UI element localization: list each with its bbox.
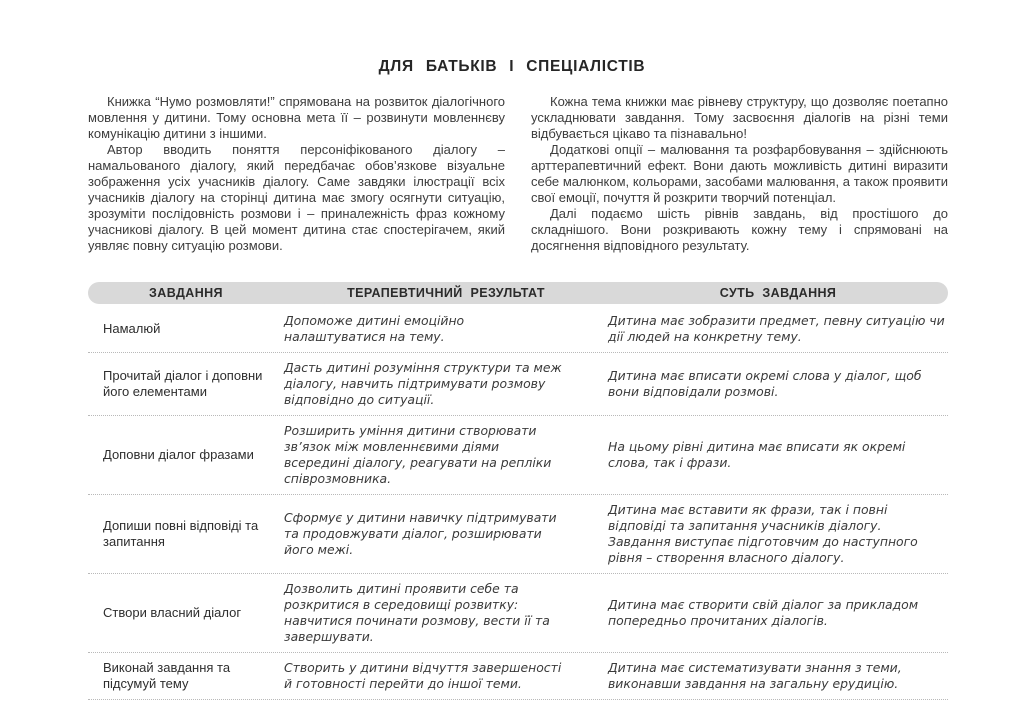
- task-cell: Допиши повні відповіді та запитання: [103, 518, 259, 549]
- task-essence-cell: На цьому рівні дитина має вписати як окремі слова, так і фрази.: [608, 439, 906, 470]
- task-cell: Доповни діалог фразами: [103, 447, 254, 462]
- table-row: [88, 653, 948, 700]
- intro-paragraph: Кожна тема книжки має рівневу структуру, що дозволяє поетапно ускладнювати завдання. Тому засвоєння діалогів на різні теми відбувається цікаво та пізнавально!: [531, 94, 948, 141]
- therapeutic-result-cell: Сформує у дитини навичку підтримувати та продовжувати діалог, розширювати його межі.: [284, 510, 557, 557]
- intro-paragraph: Автор вводить поняття персоніфікованого діалогу – намальованого діалогу, який передбачає обов’язкове візуальне зображення усіх учасників діалогу. Саме завдяки ілюстрації всіх учасників діалогу на сторінці дитина має змогу осягнути ситуацію, зрозуміти послідовність розмови і – приналежність фраз кожному учасникові діалогу. В цей момент дитина стає спостерігачем, який уявляє повну ситуацію розмови.: [88, 142, 505, 253]
- task-cell: Прочитай діалог і доповни його елементами: [103, 368, 263, 399]
- task-essence-cell: Дитина має вставити як фрази, так і повні відповіді та запитання учасників діалогу. Завдання виступає підготовчим до наступного рівня – створення власного діалогу.: [608, 502, 918, 565]
- page-content: [88, 94, 948, 700]
- therapeutic-result-cell: Розширить уміння дитини створювати зв’язок між мовленнєвими діями всередині діалогу, реагувати на репліки співрозмовника.: [284, 423, 552, 486]
- table-row: [88, 495, 948, 574]
- table-row: [88, 353, 948, 416]
- intro-paragraph: Книжка “Нумо розмовляти!” спрямована на розвиток діалогічного мовлення у дитини. Тому основна мета її – розвинути мовленнєву комунікацію дитини з іншими.: [88, 94, 505, 141]
- table-row: [88, 574, 948, 653]
- task-essence-cell: Дитина має створити свій діалог за прикладом попередньо прочитаних діалогів.: [608, 597, 919, 628]
- intro-paragraph: Далі подаємо шість рівнів завдань, від простішого до складнішого. Вони розкривають кожну тему і спрямовані на досягнення відповідного результату.: [531, 206, 948, 253]
- levels-table: [88, 306, 948, 700]
- task-essence-cell: Дитина має вписати окремі слова у діалог, щоб вони відповідали розмові.: [608, 368, 922, 399]
- table-header-task-essence: СУТЬ ЗАВДАННЯ: [719, 286, 837, 300]
- task-essence-cell: Дитина має систематизувати знання з теми, виконавши завдання на загальну ерудицію.: [608, 660, 902, 691]
- intro-right-column: [531, 94, 948, 254]
- task-essence-cell: Дитина має зобразити предмет, певну ситуацію чи дії людей на конкретну тему.: [608, 313, 945, 344]
- table-header-therapeutic-result: ТЕРАПЕВТИЧНИЙ РЕЗУЛЬТАТ: [347, 286, 545, 300]
- table-header-task: ЗАВДАННЯ: [149, 286, 223, 300]
- task-cell: Створи власний діалог: [103, 605, 242, 620]
- table-row: [88, 306, 948, 353]
- page-title: ДЛЯ БАТЬКІВ І СПЕЦІАЛІСТІВ: [378, 58, 646, 75]
- table-row: [88, 416, 948, 495]
- therapeutic-result-cell: Дасть дитині розуміння структури та меж діалогу, навчить підтримувати розмову відповідно до ситуації.: [284, 360, 562, 407]
- intro-paragraph: Додаткові опції – малювання та розфарбовування – здійснюють арттерапевтичний ефект. Вони дають можливість дитині виразити себе малюнком, кольорами, засобами малювання, а також проявити свої емоції, почуття й розкрити творчий потенціал.: [531, 142, 948, 205]
- task-cell: Намалюй: [103, 321, 161, 336]
- intro-section: [88, 94, 948, 254]
- intro-left-column: [88, 94, 505, 254]
- task-cell: Виконай завдання та підсумуй тему: [103, 660, 231, 691]
- table-header-bar: [88, 282, 948, 304]
- therapeutic-result-cell: Створить у дитини відчуття завершеності й готовності перейти до іншої теми.: [284, 660, 562, 691]
- therapeutic-result-cell: Дозволить дитині проявити себе та розкритися в середовищі розвитку: навчитися починати розмову, вести її та завершувати.: [284, 581, 550, 644]
- therapeutic-result-cell: Допоможе дитині емоційно налаштуватися на тему.: [284, 313, 465, 344]
